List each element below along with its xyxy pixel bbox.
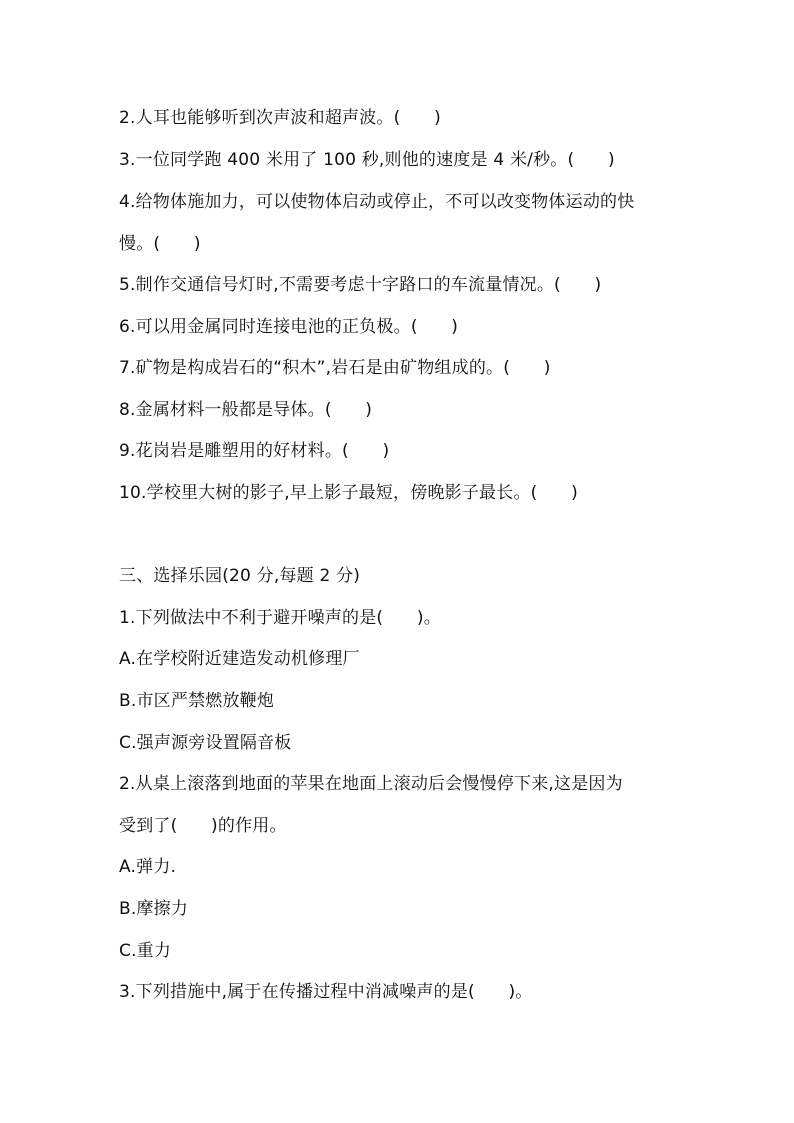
choice-question-2: 2.从桌上滚落到地面的苹果在地面上滚动后会慢慢停下来,这是因为 [119,774,623,794]
judgement-item-2: 2.人耳也能够听到次声波和超声波。( ) [119,108,441,128]
choice-question-1: 1.下列做法中不利于避开噪声的是( )。 [119,608,441,628]
judgement-item-3: 3.一位同学跑 400 米用了 100 秒,则他的速度是 4 米/秒。( ) [119,150,615,170]
choice-option-2b: B.摩擦力 [119,899,189,919]
choice-question-2-continued: 受到了( )的作用。 [119,816,287,836]
judgement-item-4: 4.给物体施加力，可以使物体启动或停止，不可以改变物体运动的快 [119,192,635,212]
choice-option-2a: A.弹力. [119,857,177,877]
judgement-item-8: 8.金属材料一般都是导体。( ) [119,400,373,420]
judgement-item-10: 10.学校里大树的影子,早上影子最短，傍晚影子最长。( ) [119,483,578,503]
judgement-item-6: 6.可以用金属同时连接电池的正负极。( ) [119,317,459,337]
choice-question-3: 3.下列措施中,属于在传播过程中消减噪声的是( )。 [119,982,533,1002]
judgement-item-4-continued: 慢。( ) [119,234,201,254]
choice-option-1a: A.在学校附近建造发动机修理厂 [119,649,360,669]
judgement-item-7: 7.矿物是构成岩石的“积木”,岩石是由矿物组成的。( ) [119,358,551,378]
choice-option-1c: C.强声源旁设置隔音板 [119,733,292,753]
section-title: 三、选择乐园(20 分,每题 2 分) [119,566,361,586]
judgement-item-9: 9.花岗岩是雕塑用的好材料。( ) [119,441,390,461]
judgement-item-5: 5.制作交通信号灯时,不需要考虑十字路口的车流量情况。( ) [119,275,602,295]
choice-option-1b: B.市区严禁燃放鞭炮 [119,691,275,711]
choice-option-2c: C.重力 [119,941,172,961]
